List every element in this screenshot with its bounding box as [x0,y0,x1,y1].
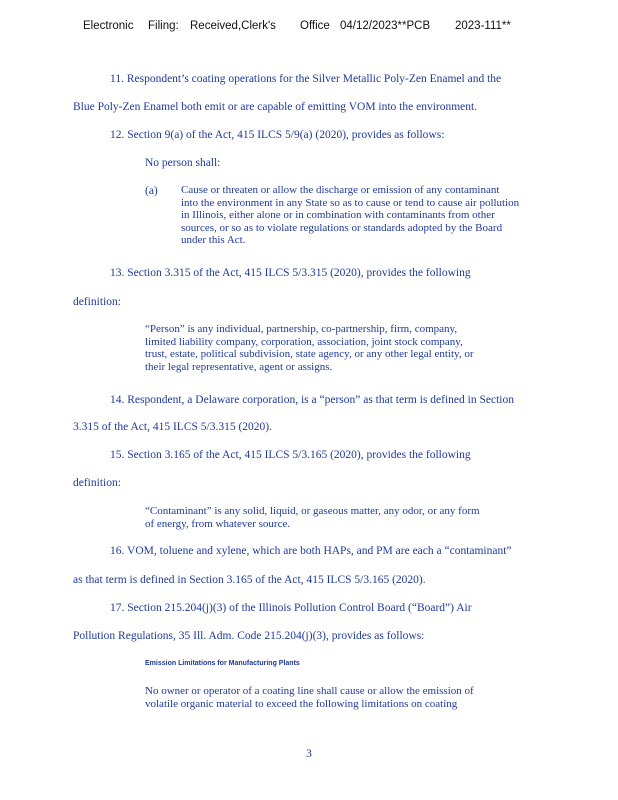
item-a-quote [181,184,519,247]
person-definition-line: limited liability company, corporation, association, joint stock company, [145,335,463,348]
no-owner-line: volatile organic material to exceed the following limitations on coating [145,697,458,710]
person-definition-line: “Person” is any individual, partnership, co-partnership, firm, company, [145,323,458,335]
item-a-line: under this Act. [181,234,246,247]
header-case: 2023-111** [455,20,511,32]
item-a-label: (a) [145,185,158,197]
header-office: Office [300,20,330,32]
filing-header [0,20,618,36]
header-date: 04/12/2023**PCB [340,20,431,32]
item-a-line: Cause or threaten or allow the discharge or emission of any contaminant [181,184,500,196]
emission-limitations-heading: Emission Limitations for Manufacturing Plants [145,660,300,667]
paragraph-13-line2: definition: [73,296,121,308]
paragraph-12: 12. Section 9(a) of the Act, 415 ILCS 5/9(a) (2020), provides as follows: [110,129,445,141]
item-a-line: into the environment in any State so as to cause or tend to cause air pollution [181,196,520,209]
person-definition-line: trust, estate, political subdivision, state agency, or any other legal entity, or [145,348,474,361]
contaminant-definition [145,505,480,530]
paragraph-14-line1: 14. Respondent, a Delaware corporation, is a “person” as that term is defined in Section [110,394,514,406]
paragraph-11-line2: Blue Poly-Zen Enamel both emit or are capable of emitting VOM into the environment. [73,101,478,113]
paragraph-17-line2: Pollution Regulations, 35 Ill. Adm. Code 215.204(j)(3), provides as follows: [73,630,425,642]
paragraph-14-line2: 3.315 of the Act, 415 ILCS 5/3.315 (2020). [73,421,272,433]
item-a-line: in Illinois, either alone or in combination with contaminants from other [181,209,495,222]
header-electronic: Electronic [83,20,134,32]
paragraph-15-line1: 15. Section 3.165 of the Act, 415 ILCS 5/3.165 (2020), provides the following [110,449,471,461]
header-filing: Filing: [148,20,179,32]
paragraph-13-line1: 13. Section 3.315 of the Act, 415 ILCS 5/3.315 (2020), provides the following [110,267,471,279]
no-owner-text [145,685,474,710]
paragraph-16-line2: as that term is defined in Section 3.165 of the Act, 415 ILCS 5/3.165 (2020). [73,574,426,586]
contaminant-definition-line: “Contaminant” is any solid, liquid, or gaseous matter, any odor, or any form [145,505,480,517]
person-definition [145,323,474,373]
person-definition-line: their legal representative, agent or assigns. [145,360,333,373]
item-a-line: sources, or so as to violate regulations or standards adopted by the Board [181,221,503,234]
page-number: 3 [306,748,312,760]
paragraph-17-line1: 17. Section 215.204(j)(3) of the Illinois Pollution Control Board (“Board”) Air [110,602,472,614]
contaminant-definition-line: of energy, from whatever source. [145,517,291,530]
no-person-shall: No person shall: [145,157,221,169]
paragraph-16-line1: 16. VOM, toluene and xylene, which are both HAPs, and PM are each a “contaminant” [110,545,512,557]
paragraph-11-line1: 11. Respondent’s coating operations for the Silver Metallic Poly-Zen Enamel and the [110,73,502,85]
header-received: Received,Clerk's [190,20,276,32]
no-owner-line: No owner or operator of a coating line shall cause or allow the emission of [145,685,474,697]
paragraph-15-line2: definition: [73,477,121,489]
